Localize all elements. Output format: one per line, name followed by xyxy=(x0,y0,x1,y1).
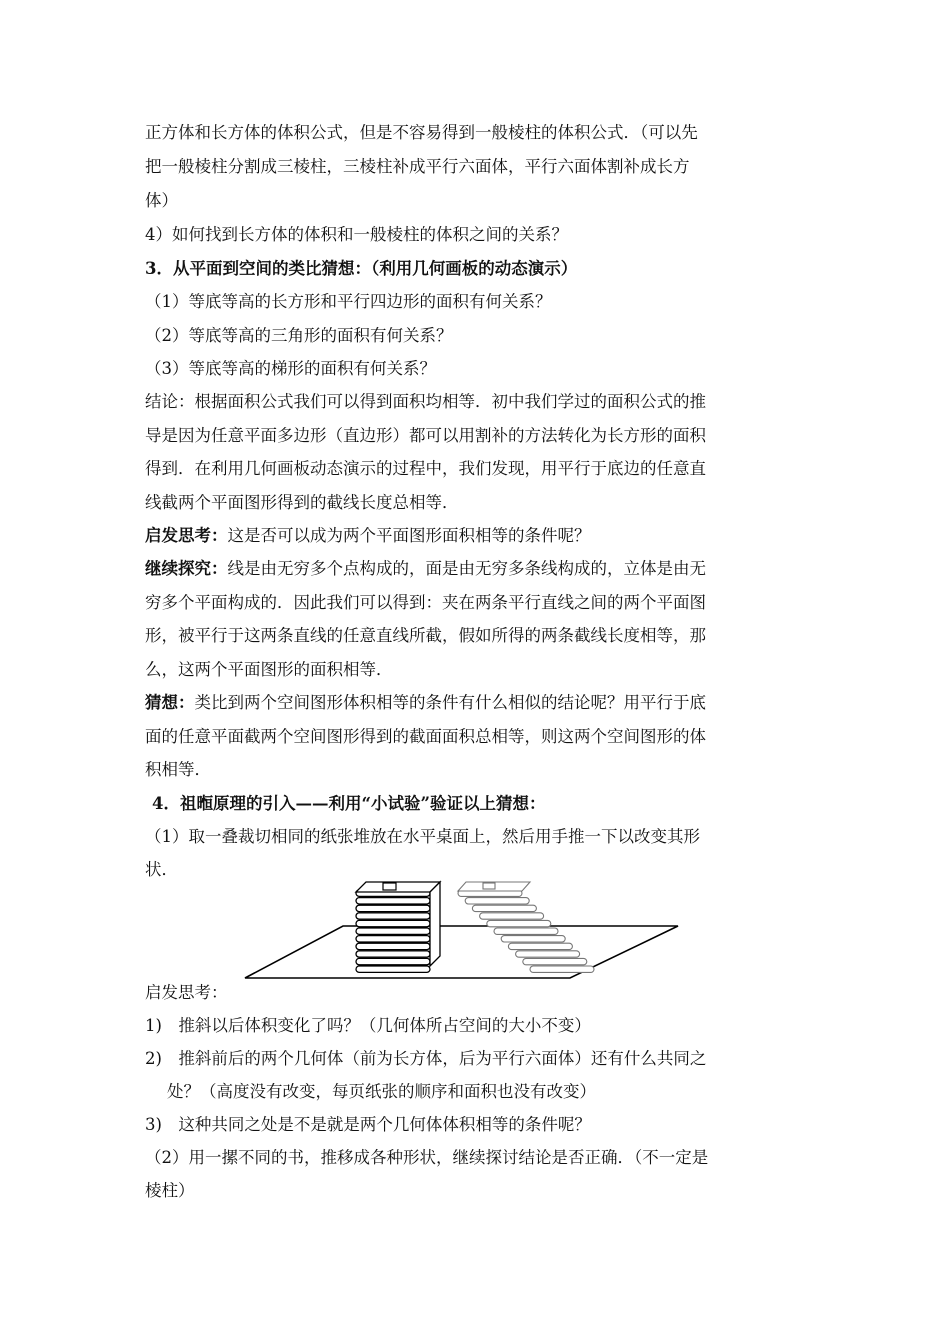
paper-stack-figure xyxy=(240,876,680,980)
text-line: 导是因为任意平面多边形（直边形）都可以用割补的方法转化为长方形的面积 xyxy=(145,426,706,445)
text-line: 体） xyxy=(145,191,178,210)
paper-sheet xyxy=(472,905,536,911)
text-line: 穷多个平面构成的．因此我们可以得到：夹在两条平行直线之间的两个平面图 xyxy=(145,593,706,612)
text-line: 结论：根据面积公式我们可以得到面积均相等．初中我们学过的面积公式的推 xyxy=(145,392,706,411)
text-line: 么，这两个平面图形的面积相等． xyxy=(145,660,393,679)
text-line: 面的任意平面截两个空间图形得到的截面面积总相等，则这两个空间图形的体 xyxy=(145,727,706,746)
label-guess: 猜想： xyxy=(145,693,195,712)
paper-sheet xyxy=(356,898,430,904)
paper-sheet xyxy=(356,920,430,926)
upright-paper-stack xyxy=(356,882,440,972)
label-continue: 继续探究： xyxy=(145,559,228,578)
table-surface xyxy=(245,926,678,978)
text-span: 这是否可以成为两个平面图形面积相等的条件呢？ xyxy=(227,526,591,545)
paper-sheet xyxy=(356,951,430,957)
paper-sheet xyxy=(530,966,594,972)
text-line: 棱柱） xyxy=(145,1181,195,1200)
text-line: （2）用一摞不同的书，推移成各种形状，继续探讨结论是否正确．（不一定是 xyxy=(145,1148,709,1167)
text-line: 正方体和长方体的体积公式，但是不容易得到一般棱柱的体积公式．（可以先 xyxy=(145,123,698,142)
slanted-paper-stack xyxy=(458,882,594,972)
paper-sheet xyxy=(356,943,430,949)
paper-sheet xyxy=(523,958,587,964)
paper-sheet xyxy=(356,958,430,964)
text-line: 处？（高度没有改变，每页纸张的顺序和面积也没有改变） xyxy=(167,1082,596,1101)
text-line: 1) 推斜以后体积变化了吗？（几何体所占空间的大小不变） xyxy=(145,1016,591,1035)
text-line: 积相等． xyxy=(145,760,211,779)
text-line xyxy=(145,525,815,547)
paper-sheet xyxy=(356,928,430,934)
paper-sheet xyxy=(356,913,430,919)
label-inspire: 启发思考： xyxy=(145,526,228,545)
text-span: 线是由无穷多个点构成的，面是由无穷多条线构成的，立体是由无 xyxy=(227,559,706,578)
text-line: 把一般棱柱分割成三棱柱，三棱柱补成平行六面体，平行六面体割补成长方 xyxy=(145,157,690,176)
paper-sheet xyxy=(494,928,558,934)
paper-sheet xyxy=(480,913,544,919)
text-line: 形，被平行于这两条直线的任意直线所截，假如所得的两条截线长度相等，那 xyxy=(145,626,706,645)
paper-sheet xyxy=(465,898,529,904)
paper-sheet xyxy=(356,966,430,972)
text-line: 启发思考： xyxy=(145,983,228,1002)
section-heading: 3．从平面到空间的类比猜想：（利用几何画板的动态演示） xyxy=(145,259,578,278)
text-line: （2）等底等高的三角形的面积有何关系？ xyxy=(145,326,453,345)
stack-side-face xyxy=(430,882,440,966)
text-line: 2) 推斜前后的两个几何体（前为长方体，后为平行六面体）还有什么共同之 xyxy=(145,1049,707,1068)
text-line: 线截两个平面图形得到的截线长度总相等． xyxy=(145,493,459,512)
text-line: （3）等底等高的梯形的面积有何关系？ xyxy=(145,359,436,378)
paper-sheet xyxy=(501,936,565,942)
text-line: 状． xyxy=(145,860,178,879)
text-line xyxy=(145,692,815,714)
paper-sheet xyxy=(356,905,430,911)
text-line: 得到．在利用几何画板动态演示的过程中，我们发现，用平行于底边的任意直 xyxy=(145,459,706,478)
text-line: 3) 这种共同之处是不是就是两个几何体体积相等的条件呢？ xyxy=(145,1115,591,1134)
paper-sheet xyxy=(508,943,572,949)
stack-top-face xyxy=(356,882,440,892)
section-heading: 4．祖暅原理的引入——利用“小试验”验证以上猜想： xyxy=(152,794,546,813)
text-line xyxy=(145,558,815,580)
paper-sheet xyxy=(356,936,430,942)
text-line: （1）取一叠裁切相同的纸张堆放在水平桌面上，然后用手推一下以改变其形 xyxy=(145,827,700,846)
text-span: 类比到两个空间图形体积相等的条件有什么相似的结论呢？用平行于底 xyxy=(194,693,706,712)
paper-sheet xyxy=(516,951,580,957)
paper-sheet xyxy=(487,920,551,926)
text-line: （1）等底等高的长方形和平行四边形的面积有何关系？ xyxy=(145,292,552,311)
text-line: 4）如何找到长方体的体积和一般棱柱的体积之间的关系？ xyxy=(145,225,568,244)
